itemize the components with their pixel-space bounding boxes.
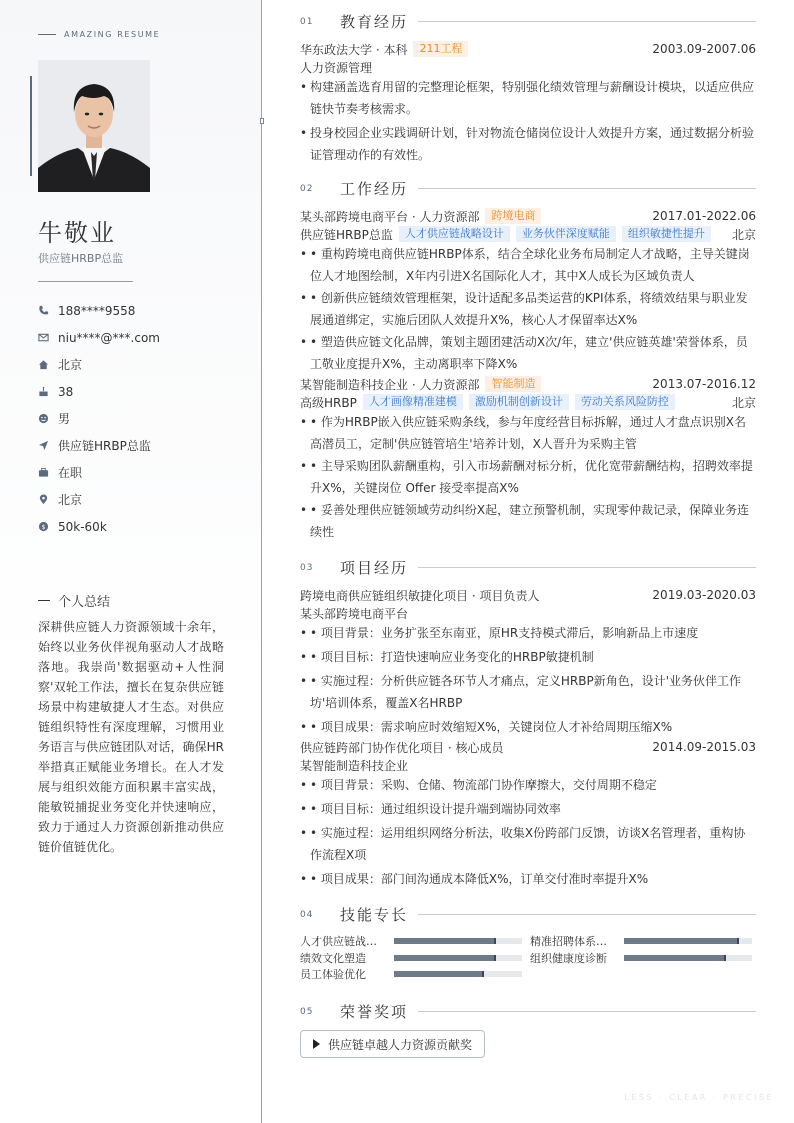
- skill-bar-fill: [394, 938, 496, 944]
- skill-bar: [624, 938, 752, 944]
- cake-icon: [38, 386, 58, 397]
- school-tag: 211工程: [413, 41, 468, 57]
- school-name: 华东政法大学 · 本科: [300, 42, 408, 57]
- project-name: 跨境电商供应链组织敏捷化项目 · 项目负责人: [300, 588, 540, 603]
- section-rule: [418, 21, 756, 22]
- summary-heading: 个人总结: [38, 591, 110, 610]
- company-name: 某智能制造科技企业 · 人力资源部: [300, 377, 480, 392]
- section-rule: [418, 567, 756, 568]
- section-projects-header: [300, 557, 756, 578]
- play-icon: [313, 1039, 320, 1049]
- project-entry: [300, 738, 756, 890]
- location-icon: [38, 494, 58, 505]
- skill-item: [300, 933, 522, 949]
- info-salary: [38, 513, 160, 540]
- project-bullet: • • 项目背景：业务扩张至东南亚，原HR支持模式滞后，影响新品上市速度: [300, 622, 756, 644]
- skill-bar: [624, 955, 752, 961]
- work-date: 2017.01-2022.06: [652, 209, 756, 223]
- work-bullet: • • 重构跨境电商供应链HRBP体系，结合全球化业务布局制定人才战略，主导关键岗位人才地图绘制，X年内引进X名国际化人才，其中X人成长为区域负责人: [300, 243, 756, 287]
- project-bullet: • • 项目背景：采购、仓储、物流部门协作摩擦大，交付周期不稳定: [300, 774, 756, 796]
- work-role-row: [300, 225, 756, 243]
- info-phone: [38, 297, 160, 324]
- send-icon: [38, 440, 58, 451]
- avatar: [38, 60, 150, 192]
- section-number: 02: [300, 183, 314, 194]
- company-name: 某头部跨境电商平台 · 人力资源部: [300, 209, 480, 224]
- award-name: 供应链卓越人力资源贡献奖: [328, 1037, 473, 1052]
- education-entry: [300, 40, 756, 166]
- face-icon: [38, 413, 58, 424]
- skill-bar: [394, 938, 522, 944]
- section-title: 技能专长: [340, 906, 409, 924]
- footer-watermark: LESS · CLEAR · PRECISE: [624, 1093, 774, 1102]
- skill-tag: 人才供应链战略设计: [399, 226, 510, 242]
- gender-text: 男: [58, 412, 71, 426]
- coin-icon: [38, 521, 58, 532]
- avatar-portrait: [38, 60, 150, 192]
- skill-name: 精准招聘体系…: [530, 935, 607, 948]
- section-skills-header: [300, 904, 756, 925]
- status-text: 在职: [58, 466, 83, 480]
- project-bullet: • • 实施过程：运用组织网络分析法，收集X份跨部门反馈，访谈X名管理者，重构协作流程X项: [300, 822, 756, 866]
- skill-item: [300, 966, 522, 982]
- work-bullet: • • 塑造供应链文化品牌，策划主题团建活动X次/年，建立'供应链英雄'荣誉体系，员工敬业度提升X%，主动离职率下降X%: [300, 331, 756, 375]
- skill-bar: [394, 955, 522, 961]
- project-bullet: • • 项目成果：部门间沟通成本降低X%，订单交付准时率提升X%: [300, 868, 756, 890]
- role-name: 供应链HRBP总监: [300, 227, 393, 242]
- section-rule: [418, 914, 756, 915]
- award-item: [300, 1030, 485, 1058]
- info-status: [38, 459, 160, 486]
- section-number: 03: [300, 562, 314, 573]
- section-awards-header: [300, 1001, 756, 1022]
- section-title: 教育经历: [340, 13, 409, 31]
- work-role-row: [300, 393, 756, 411]
- project-name: 供应链跨部门协作优化项目 · 核心成员: [300, 740, 504, 755]
- info-target-city: [38, 486, 160, 513]
- section-number: 05: [300, 1006, 314, 1017]
- skill-bar-fill: [624, 938, 739, 944]
- section-rule: [418, 1011, 756, 1012]
- summary-text: 深耕供应链人力资源领域十余年，始终以业务伙伴视角驱动人才战略落地。我崇尚'数据驱动+人性洞察'双轮工作法，擅长在复杂供应链场景中构建敏捷人才生态。对供应链组织特性有深度理解，习惯用业务语言与供应链团队对话，确保HR举措真正赋能业务增长。在人才发展与组织效能方面积累丰富实战，能敏锐捕捉业务变化并快速响应，致力于通过人力资源创新推动供应链价值链优化。: [38, 620, 224, 854]
- skill-tag: 人才画像精准建模: [363, 394, 463, 410]
- skill-item: [530, 933, 752, 949]
- education-header-row: [300, 40, 756, 58]
- section-title: 工作经历: [340, 180, 409, 198]
- skill-bar-fill: [394, 955, 496, 961]
- info-email: [38, 324, 160, 351]
- education-bullet: • 投身校园企业实践调研计划，针对物流仓储岗位设计人效提升方案，通过数据分析验证管理动作的有效性。: [300, 122, 756, 166]
- section-title: 荣誉奖项: [340, 1003, 409, 1021]
- section-number: 04: [300, 909, 314, 920]
- work-date: 2013.07-2016.12: [652, 377, 756, 391]
- work-bullet: • • 创新供应链绩效管理框架，设计适配多品类运营的KPI体系，将绩效结果与职业发展通道绑定，实施后团队人效提升X%，核心人才保留率达X%: [300, 287, 756, 331]
- section-rule: [418, 188, 756, 189]
- skill-tag: 劳动关系风险防控: [575, 394, 675, 410]
- section-education-header: [300, 11, 756, 32]
- project-bullet: • • 项目目标：打造快速响应业务变化的HRBP敏捷机制: [300, 646, 756, 668]
- project-bullet: • • 项目目标：通过组织设计提升端到端协同效率: [300, 798, 756, 820]
- age-text: 38: [58, 384, 74, 399]
- info-target-position: [38, 432, 160, 459]
- work-entry: [300, 207, 756, 375]
- skill-tag: 激励机制创新设计: [469, 394, 569, 410]
- info-residence: [38, 351, 160, 378]
- section-work-header: [300, 178, 756, 199]
- project-bullet: • • 项目成果：需求响应时效缩短X%，关键岗位人才补给周期压缩X%: [300, 716, 756, 738]
- target-city-text: 北京: [58, 493, 83, 507]
- education-bullet: • 构建涵盖选育用留的完整理论框架，特别强化绩效管理与薪酬设计模块，以适应供应链快节奏考核需求。: [300, 76, 756, 120]
- briefcase-icon: [38, 467, 58, 478]
- skill-bar-fill: [624, 955, 726, 961]
- frame-accent-line: [30, 76, 32, 176]
- skill-name: 绩效文化塑造: [300, 952, 366, 965]
- section-title: 项目经历: [340, 559, 409, 577]
- work-bullet: • • 妥善处理供应链领域劳动纠纷X起，建立预警机制，实现零仲裁记录，保障业务连续性: [300, 499, 756, 543]
- divider: [38, 281, 133, 282]
- industry-tag: 智能制造: [485, 376, 541, 392]
- education-date: 2003.09-2007.06: [652, 42, 756, 56]
- timeline-marker: [260, 118, 264, 124]
- project-header-row: [300, 738, 756, 756]
- home-icon: [38, 359, 58, 370]
- work-bullet: • • 作为HRBP嵌入供应链采购条线，参与年度经营目标拆解，通过人才盘点识别X名高潜员工，定制'供应链管培生'培养计划，X人晋升为采购主管: [300, 411, 756, 455]
- project-date: 2019.03-2020.03: [652, 588, 756, 602]
- skill-bar: [394, 971, 522, 977]
- role-name: 高级HRBP: [300, 395, 357, 410]
- industry-tag: 跨境电商: [485, 208, 541, 224]
- residence-text: 北京: [58, 358, 83, 372]
- project-header-row: [300, 586, 756, 604]
- skill-name: 员工体验优化: [300, 968, 366, 981]
- section-number: 01: [300, 16, 314, 27]
- skill-item: [530, 950, 752, 966]
- project-date: 2014.09-2015.03: [652, 740, 756, 754]
- svg-text:$: $: [41, 522, 46, 531]
- education-major: 人力资源管理: [300, 60, 373, 75]
- info-gender: [38, 405, 160, 432]
- person-name: 牛敬业: [38, 219, 116, 247]
- email-text: niu****@***.com: [58, 330, 160, 345]
- project-entry: [300, 586, 756, 738]
- project-org: 某智能制造科技企业: [300, 758, 409, 773]
- salary-text: 50k-60k: [58, 519, 107, 534]
- skill-tag: 组织敏捷性提升: [622, 226, 711, 242]
- work-city: 北京: [731, 227, 756, 242]
- work-header-row: [300, 375, 756, 393]
- sidebar: [0, 0, 262, 1123]
- phone-text: 188****9558: [58, 303, 136, 318]
- info-age: [38, 378, 160, 405]
- work-header-row: [300, 207, 756, 225]
- work-city: 北京: [731, 395, 756, 410]
- person-title: 供应链HRBP总监: [38, 252, 124, 265]
- brand-label: AMAZING RESUME: [38, 30, 160, 39]
- target-position-text: 供应链HRBP总监: [58, 439, 151, 453]
- project-org: 某头部跨境电商平台: [300, 606, 409, 621]
- skill-name: 组织健康度诊断: [530, 952, 607, 965]
- skill-item: [300, 950, 522, 966]
- contact-info-list: [38, 297, 160, 540]
- work-entry: [300, 375, 756, 543]
- skill-name: 人才供应链战…: [300, 935, 377, 948]
- mail-icon: [38, 332, 58, 343]
- work-bullet: • • 主导采购团队薪酬重构，引入市场薪酬对标分析，优化宽带薪酬结构，招聘效率提升X%，关键岗位 Offer 接受率提高X%: [300, 455, 756, 499]
- project-bullet: • • 实施过程：分析供应链各环节人才痛点，定义HRBP新角色，设计'业务伙伴工作坊'培训体系，覆盖X名HRBP: [300, 670, 756, 714]
- skill-tag: 业务伙伴深度赋能: [516, 226, 616, 242]
- skill-bar-fill: [394, 971, 484, 977]
- phone-icon: [38, 305, 58, 316]
